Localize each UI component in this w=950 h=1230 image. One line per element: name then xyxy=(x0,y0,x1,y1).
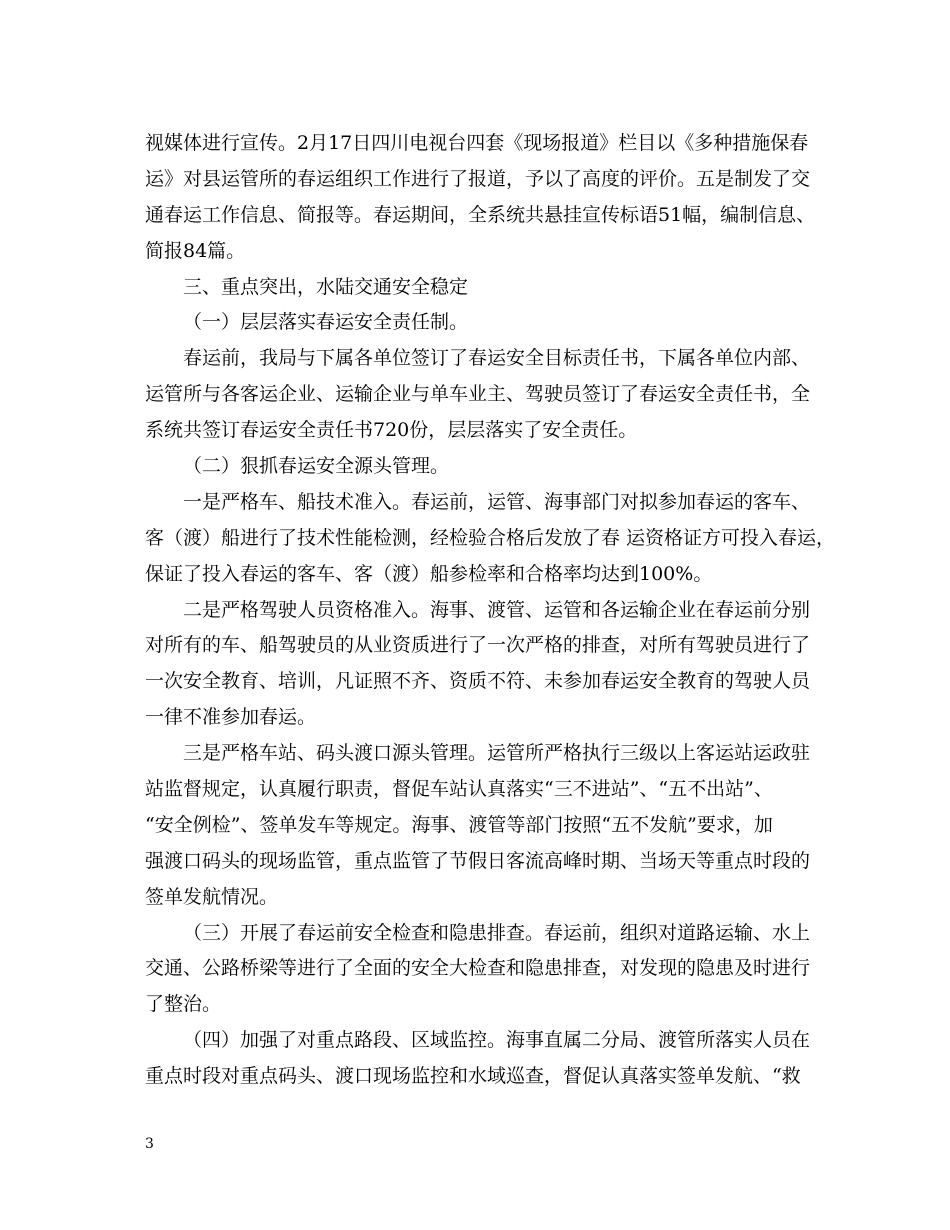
text-line: （二）狠抓春运安全源头管理。 xyxy=(183,455,450,478)
text-line: 三是严格车站、码头渡口源头管理。运管所严格执行三级以上客运站运政驻 xyxy=(183,742,811,765)
text-line: 签单发航情况。 xyxy=(145,885,279,908)
text-line: 交通、公路桥梁等进行了全面的安全大检查和隐患排查，对发现的隐患及时进行 xyxy=(145,957,811,980)
text-line: 一律不准参加春运。 xyxy=(145,706,317,729)
text-line: 一次安全教育、培训，凡证照不齐、资质不符、未参加春运安全教育的驾驶人员 xyxy=(145,670,811,693)
text-line: 了整治。 xyxy=(145,993,222,1016)
text-line: “安全例检”、签单发车等规定。海事、渡管等部门按照“五不发航”要求，加 xyxy=(145,813,773,836)
text-line: 运》对县运管所的春运组织工作进行了报道，予以了高度的评价。五是制发了交 xyxy=(145,167,811,190)
text-line: 客（渡）船进行了技术性能检测，经检验合格后发放了春 运资格证方可投入春运， xyxy=(145,526,836,549)
text-line: 系统共签订春运安全责任书720份，层层落实了安全责任。 xyxy=(145,419,638,442)
text-line: 站监督规定，认真履行职责，督促车站认真落实“三不进站”、“五不出站”、 xyxy=(145,778,773,801)
text-line: 简报84篇。 xyxy=(145,239,246,262)
text-line: 春运前，我局与下属各单位签订了春运安全目标责任书，下属各单位内部、 xyxy=(183,347,811,370)
text-line: 强渡口码头的现场监管，重点监管了节假日客流高峰时期、当场天等重点时段的 xyxy=(145,849,811,872)
text-line: （一）层层落实春运安全责任制。 xyxy=(183,311,469,334)
text-line: 重点时段对重点码头、渡口现场监控和水域巡查，督促认真落实签单发航、“救 xyxy=(145,1065,801,1088)
text-line: 三、重点突出，水陆交通安全稳定 xyxy=(183,275,469,298)
text-line: 通春运工作信息、简报等。春运期间，全系统共悬挂宣传标语51幅，编制信息、 xyxy=(145,203,816,226)
page-number: 3 xyxy=(145,1136,154,1152)
text-line: 运管所与各客运企业、运输企业与单车业主、驾驶员签订了春运安全责任书，全 xyxy=(145,383,811,406)
text-line: 对所有的车、船驾驶员的从业资质进行了一次严格的排查，对所有驾驶员进行了 xyxy=(145,634,811,657)
text-line: 视媒体进行宣传。2月17日四川电视台四套《现场报道》栏目以《多种措施保春 xyxy=(145,132,809,154)
text-line: 二是严格驾驶人员资格准入。海事、渡管、运管和各运输企业在春运前分别 xyxy=(183,598,811,621)
text-line: （四）加强了对重点路段、区域监控。海事直属二分局、渡管所落实人员在 xyxy=(183,1029,811,1052)
text-line: 一是严格车、船技术准入。春运前，运管、海事部门对拟参加春运的客车、 xyxy=(183,490,811,513)
text-line: （三）开展了春运前安全检查和隐患排查。春运前，组织对道路运输、水上 xyxy=(183,921,811,944)
text-line: 保证了投入春运的客车、客（渡）船参检率和合格率均达到100%。 xyxy=(145,562,713,585)
body-text xyxy=(145,126,836,1095)
